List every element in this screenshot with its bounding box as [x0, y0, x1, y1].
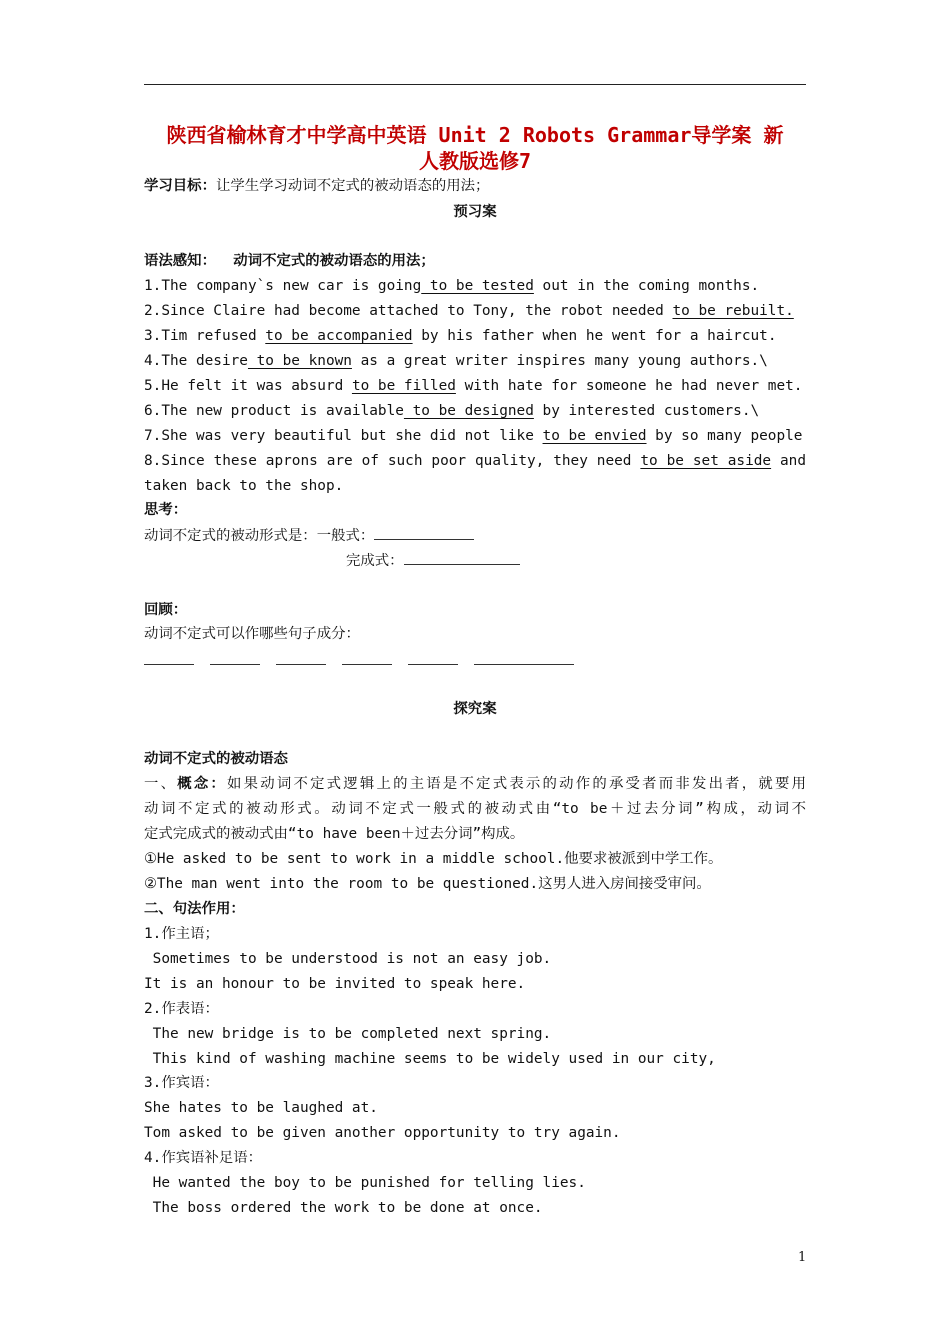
example-sentence-7: 7.She was very beautiful but she did not like to be envied by so many people	[144, 428, 803, 444]
passive-infinitive: to be designed	[403, 403, 534, 419]
example-sentence-2: 2.Since Claire had become attached to Tony, the robot needed to be rebuilt.	[144, 303, 794, 319]
concept-example-2: ②The man went into the room to be questioned.这男人进入房间接受审问。	[144, 876, 711, 892]
review-question: 动词不定式可以作哪些句子成分：	[144, 626, 360, 642]
answer-blank[interactable]	[210, 650, 260, 665]
concept-line-3: 定式完成式的被动式由“to have been＋过去分词”构成。	[144, 826, 525, 842]
document-title	[144, 122, 806, 174]
passive-infinitive: to be filled	[351, 378, 456, 394]
answer-blank[interactable]	[342, 650, 392, 665]
answer-blank[interactable]	[276, 650, 326, 665]
subject-label: 1.作主语；	[144, 926, 219, 942]
objective-text: 让学生学习动词不定式的被动语态的用法；	[215, 178, 490, 194]
complement-label: 4.作宾语补足语：	[144, 1150, 263, 1166]
predicative-example-2: This kind of washing machine seems to be widely used in our city,	[144, 1051, 716, 1067]
subject-example-2: It is an honour to be invited to speak here.	[144, 976, 526, 992]
object-example-2: Tom asked to be given another opportunity to try again.	[144, 1125, 621, 1141]
section-title: 动词不定式的被动语态	[144, 751, 288, 767]
grammar-perception	[144, 251, 435, 271]
concept-line-1: 一、概念：如果动词不定式逻辑上的主语是不定式表示的动作的承受者而非发出者，就要用	[144, 776, 806, 792]
object-label: 3.作宾语：	[144, 1075, 219, 1091]
answer-blank[interactable]	[144, 650, 194, 665]
think-label: 思考：	[144, 502, 188, 518]
passive-infinitive: to be tested	[421, 278, 534, 294]
answer-blank-perfect[interactable]	[404, 550, 520, 565]
example-sentence-5: 5.He felt it was absurd to be filled with hate for someone he had never met.	[144, 378, 803, 394]
example-sentence-8-continued: taken back to the shop.	[144, 478, 344, 494]
example-sentence-3: 3.Tim refused to be accompanied by his father when he went for a haircut.	[144, 328, 777, 344]
concept-line-2: 动词不定式的被动形式。动词不定式一般式的被动式由“to be＋过去分词”构成，动词不	[144, 801, 806, 817]
example-sentence-8: 8.Since these aprons are of such poor quality, they need to be set aside and	[144, 453, 807, 469]
complement-example-2: The boss ordered the work to be done at once.	[144, 1200, 543, 1216]
answer-blank-simple[interactable]	[374, 525, 474, 540]
predicative-example-1: The new bridge is to be completed next spring.	[144, 1026, 552, 1042]
passive-infinitive: to be rebuilt.	[672, 303, 794, 319]
title-line-1: 陕西省榆林育才中学高中英语 Unit 2 Robots Grammar导学案 新	[166, 123, 784, 147]
syntax-heading: 二、句法作用：	[144, 901, 245, 917]
page-number: 1	[798, 1250, 807, 1265]
review-label: 回顾：	[144, 602, 188, 618]
passive-infinitive: to be envied	[542, 428, 647, 444]
passive-infinitive: to be known	[247, 353, 352, 369]
answer-blank[interactable]	[474, 650, 574, 665]
title-line-2: 人教版选修7	[418, 149, 532, 173]
objective-label: 学习目标：	[144, 178, 216, 194]
learning-objective	[144, 176, 489, 196]
example-sentence-6: 6.The new product is available to be designed by interested customers.\	[144, 403, 760, 419]
perception-text: 动词不定式的被动语态的用法；	[233, 253, 435, 269]
passive-infinitive: to be set aside	[640, 453, 772, 469]
review-blanks	[144, 650, 590, 671]
complement-example-1: He wanted the boy to be punished for telling lies.	[144, 1175, 586, 1191]
think-question: 动词不定式的被动形式是：一般式：	[144, 525, 474, 546]
example-sentence-1: 1.The company`s new car is going to be tested out in the coming months.	[144, 278, 760, 294]
think-perfect: 完成式：	[346, 550, 520, 571]
preview-heading: 预习案	[453, 204, 497, 220]
header-rule	[144, 84, 806, 85]
explore-heading: 探究案	[453, 701, 497, 717]
example-sentence-4: 4.The desire to be known as a great writer inspires many young authors.\	[144, 353, 768, 369]
object-example-1: She hates to be laughed at.	[144, 1100, 378, 1116]
predicative-label: 2.作表语：	[144, 1001, 219, 1017]
subject-example-1: Sometimes to be understood is not an easy job.	[144, 951, 552, 967]
answer-blank[interactable]	[408, 650, 458, 665]
passive-infinitive: to be accompanied	[265, 328, 413, 344]
concept-example-1: ①He asked to be sent to work in a middle school.他要求被派到中学工作。	[144, 851, 723, 867]
perception-label: 语法感知：	[144, 253, 216, 269]
